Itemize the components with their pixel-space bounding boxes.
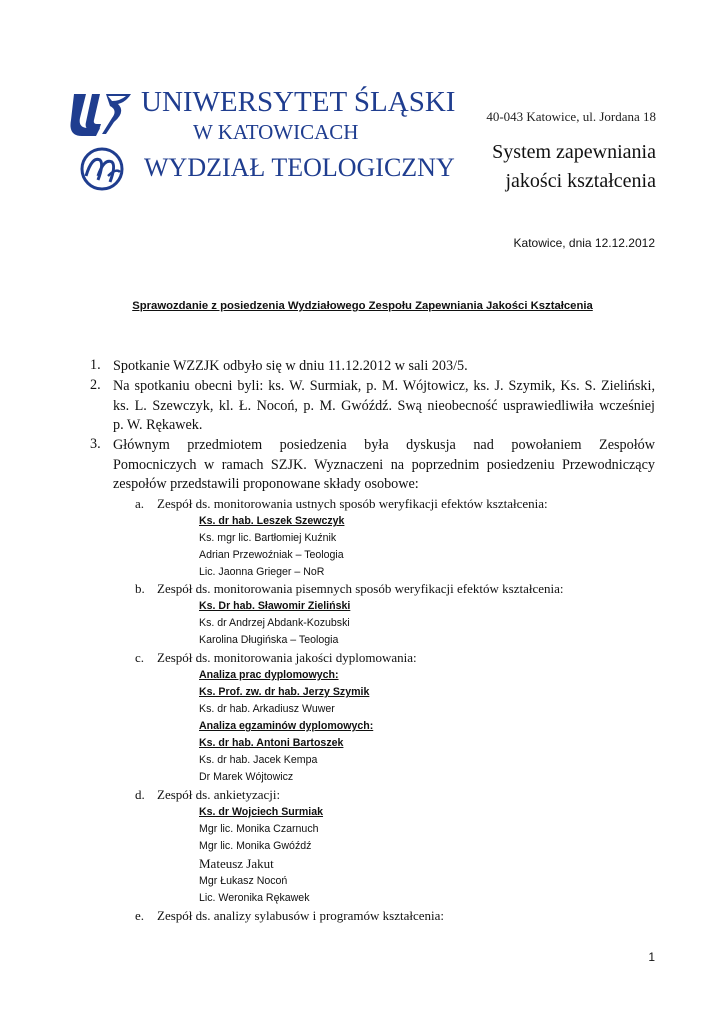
sub-item-text: Zespół ds. monitorowania pisemnych sposób weryfikacji efektów kształcenia: bbox=[157, 581, 564, 596]
team-leader: Ks. dr hab. Leszek Szewczyk bbox=[199, 515, 345, 527]
team-member: Mgr Łukasz Nocoń bbox=[199, 875, 288, 887]
list-item-number: 1. bbox=[90, 357, 101, 373]
system-title-line1: System zapewniania bbox=[492, 141, 656, 163]
text-line: zespołów przedstawili proponowane składy osobowe: bbox=[113, 476, 419, 492]
text-line: ks. L. Szewczyk, kl. Ł. Nocoń, p. M. Gwóźdź. Swą nieobecność usprawiedliwiła wcześniej bbox=[113, 397, 655, 414]
list-item-text bbox=[113, 377, 655, 436]
team-member: Adrian Przewoźniak – Teologia bbox=[199, 549, 344, 561]
team-member: Mgr lic. Monika Gwóźdź bbox=[199, 840, 312, 852]
team-leader: Ks. Prof. zw. dr hab. Jerzy Szymik bbox=[199, 686, 370, 698]
sub-item-letter: b. bbox=[135, 581, 145, 596]
sub-item-text: Zespół ds. monitorowania ustnych sposób weryfikacji efektów kształcenia: bbox=[157, 496, 548, 511]
system-title-line2: jakości kształcenia bbox=[505, 170, 656, 192]
university-name bbox=[141, 82, 456, 202]
text-line: Na spotkaniu obecni byli: ks. W. Surmiak, p. M. Wójtowicz, ks. J. Szymik, Ks. S. Zieliński, bbox=[113, 378, 655, 394]
team-member: Mateusz Jakut bbox=[199, 856, 274, 871]
sub-item-text: Zespół ds. analizy sylabusów i programów kształcenia: bbox=[157, 908, 445, 923]
university-line1: UNIWERSYTET ŚLĄSKI bbox=[141, 86, 456, 118]
sub-item-text: Zespół ds. monitorowania jakości dyplomowania: bbox=[157, 650, 417, 665]
page-number: 1 bbox=[648, 950, 655, 964]
sub-item-letter: d. bbox=[135, 787, 145, 802]
team-member: Ks. dr hab. Arkadiusz Wuwer bbox=[199, 703, 335, 715]
team-leader: Ks. Dr hab. Sławomir Zieliński bbox=[199, 600, 351, 612]
list-item-text: Spotkanie WZZJK odbyło się w dniu 11.12.2012 w sali 203/5. bbox=[113, 358, 468, 374]
team-leader: Ks. dr Wojciech Surmiak bbox=[199, 806, 324, 818]
team-member: Dr Marek Wójtowicz bbox=[199, 771, 294, 783]
team-member: Ks. dr hab. Jacek Kempa bbox=[199, 754, 318, 766]
team-member: Mgr lic. Monika Czarnuch bbox=[199, 823, 319, 835]
text-line: Głównym przedmiotem posiedzenia była dyskusja nad powołaniem Zespołów bbox=[113, 437, 655, 453]
university-line2: W KATOWICACH bbox=[193, 120, 359, 144]
system-title bbox=[492, 138, 656, 196]
faculty-name: WYDZIAŁ TEOLOGICZNY bbox=[144, 153, 455, 182]
team-member: Lic. Jaonna Grieger – NoR bbox=[199, 566, 325, 578]
list-item-text bbox=[113, 436, 655, 495]
text-line: Pomocniczych w ramach SZJK. Wyznaczeni na poprzednim posiedzeniu Przewodniczący bbox=[113, 456, 655, 473]
list-item-number: 3. bbox=[90, 436, 101, 452]
document-date: Katowice, dnia 12.12.2012 bbox=[513, 236, 655, 250]
document-title: Sprawozdanie z posiedzenia Wydziałowego Zespołu Zapewniania Jakości Kształcenia bbox=[132, 300, 593, 312]
address: 40-043 Katowice, ul. Jordana 18 bbox=[486, 109, 656, 124]
section-heading: Analiza prac dyplomowych: bbox=[199, 669, 339, 681]
team-leader: Ks. dr hab. Antoni Bartoszek bbox=[199, 737, 344, 749]
list-item-number: 2. bbox=[90, 377, 101, 393]
sub-item-letter: a. bbox=[135, 496, 145, 511]
sub-item-letter: c. bbox=[135, 650, 145, 665]
team-member: Karolina Długińska – Teologia bbox=[199, 634, 339, 646]
team-member: Ks. dr Andrzej Abdank-Kozubski bbox=[199, 617, 350, 629]
university-logo-icon bbox=[70, 92, 132, 138]
sub-item-text: Zespół ds. ankietyzacji: bbox=[157, 787, 281, 802]
text-line: p. W. Rękawek. bbox=[113, 417, 203, 433]
sub-item-letter: e. bbox=[135, 908, 145, 923]
faculty-emblem-icon bbox=[78, 146, 126, 192]
team-member: Ks. mgr lic. Bartłomiej Kuźnik bbox=[199, 532, 337, 544]
team-member: Lic. Weronika Rękawek bbox=[199, 892, 310, 904]
section-heading: Analiza egzaminów dyplomowych: bbox=[199, 720, 374, 732]
